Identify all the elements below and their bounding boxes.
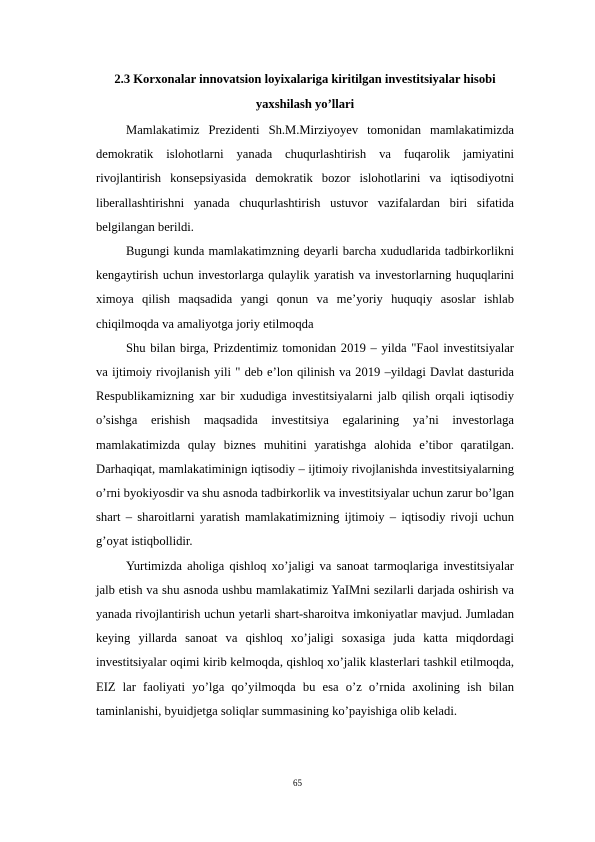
paragraph-2: Bugungi kunda mamlakatimzning deyarli barcha xududlarida tadbirkorlikni kengaytirish uchun investorlarga qulaylik yaratish va investorlarning huquqlarini ximoya qilish maqsadida yangi qonun va me’yoriy huquqiy asoslar ishlab chiqilmoqda va amaliyotga joriy etilmoqda (96, 244, 514, 331)
body-text (96, 118, 514, 723)
page-number: 65 (293, 778, 302, 788)
section-heading (96, 67, 514, 117)
section-heading-line-1: 2.3 Korxonalar innovatsion loyixalariga kiritilgan investitsiyalar hisobi (114, 72, 496, 86)
paragraph-3: Shu bilan birga, Prizdentimiz tomonidan 2019 – yilda "Faol investitsiyalar va ijtimoiy rivojlanish yili " deb e’lon qilinish va 2019 –yildagi Davlat dasturida Respublikamizning xar bir xududiga investitsiyalarni jalb qilish orqali iqtisodiy o’sishga erishish maqsadida investitsiya egalarining ya’ni investorlaga mamlakatimizda qulay biznes muhitini yaratishga alohida e’tibor qaratilgan. Darhaqiqat, mamlakatiminign iqtisodiy – ijtimoiy rivojlanishda investitsiyalarning o’rni byokiyosdir va shu asnoda tadbirkorlik va investitsiyalar uchun zarur bo’lgan shart – sharoitlarni yaratish mamlakatimizning ijtimoiy – iqtisodiy rivoji uchun g’oyat istiqbollidir. (96, 340, 514, 549)
section-heading-line-2: yaxshilash yo’llari (255, 97, 355, 111)
paragraph-4: Yurtimizda aholiga qishloq xo’jaligi va sanoat tarmoqlariga investitsiyalar jalb etish va shu asnoda ushbu mamlakatimiz YaIMni sezilarli darjada oshirish va yanada rivojlantirish uchun yetarli shart-sharoitva imkoniyatlar mavjud. Jumladan keying yillarda sanoat va qishloq xo’jaligi soxasiga juda katta miqdordagi investitsiyalar oqimi kirib kelmoqda, qishloq xo’jalik klasterlari tashkil etilmoqda, EIZ lar faoliyati yo’lga qo’yilmoqda bu esa o’z o’rnida axolining ish bilan taminlanishi, byuidjetga soliqlar summasining ko’payishiga olib keladi. (96, 558, 514, 718)
paragraph-1: Mamlakatimiz Prezidenti Sh.M.Mirziyoyev tomonidan mamlakatimizda demokratik islohotlarni yanada chuqurlashtirish va fuqarolik jamiyatini rivojlantirish konsepsiyasida demokratik bozor islohotlarini va iqtisodiyotni liberallashtirishni yanada chuqurlashtirish ustuvor vazifalardan biri sifatida belgilangan berildi. (96, 123, 514, 234)
